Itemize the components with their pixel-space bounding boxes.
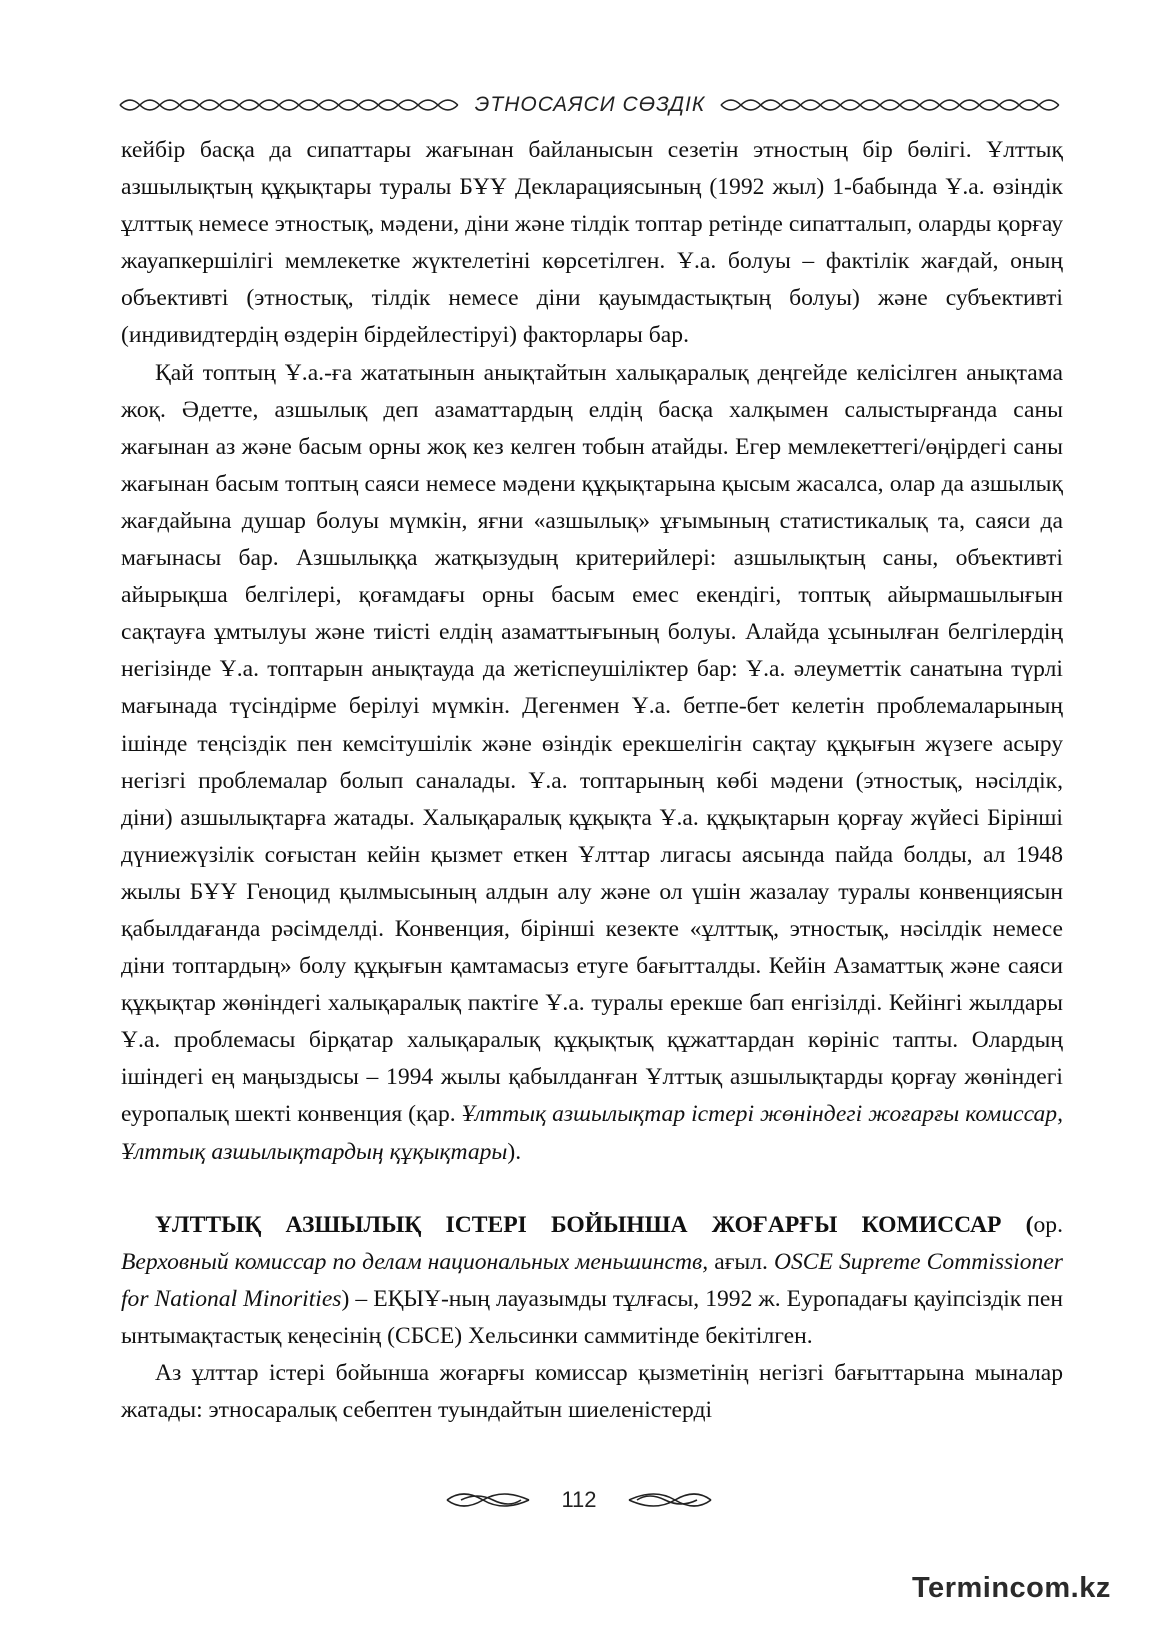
entry-definition: ) – ЕҚЫҰ-ның лауазымды тұлғасы, 1992 ж. Еуропадағы қауіпсіздік пен ынтымақтастық кеңесінің (СБСЕ) Хельсинки саммитінде бекітілген. <box>121 1285 1063 1349</box>
dictionary-entry <box>121 1207 1063 1355</box>
paragraph-continuation: кейбір басқа да сипаттары жағынан байланысын сезетін этностың бір бөлігі. Ұлттық азшылықтың құқықтары туралы БҰҰ Декларациясының (1992 жыл) 1-бабында Ұ.а. өзіндік ұлттық немесе этностық, мәдени, діни және тілдік топтар ретінде сипатталып, оларды қорғау жауапкершілігі мемлекетке жүктелетіні көрсетілген. Ұ.а. болуы – фактілік жағдай, оның объективті (этностық, тілдік немесе діни қауымдастықтың болуы) және субъективті (индивидтердің өздерін бірдейлестіруі) факторлары бар. <box>121 137 1063 349</box>
entry-russian-term: Верховный комиссар по делам национальных меньшинств, <box>121 1248 709 1275</box>
running-title: ЭТНОСАЯСИ СӨЗДІК <box>474 93 706 116</box>
entry-ru-label: ор. <box>1033 1211 1063 1238</box>
paragraph-main-end: ). <box>507 1138 522 1165</box>
cross-reference: Ұлттық азшылықтар істері жөніндегі жоғарғы комиссар, Ұлттық азшылықтардың құқықтары <box>121 1101 1063 1165</box>
entry-en-label: ағыл. <box>708 1248 774 1275</box>
entry-english-term: OSCE Supreme Commissioner for National Minorities <box>121 1248 1063 1312</box>
paragraph-main-text: Қай топтың Ұ.а.-ға жататынын анықтайтын халықаралық деңгейде келісілген анықтама жоқ. Әдетте, азшылық деп азаматтардың елдің басқа халқымен салыстырғанда саны жағынан аз және басым орны жоқ кез келген тобын атайды. Егер мемлекеттегі/өңірдегі саны жағынан басым топтың саяси немесе мәдени құқықтарына қысым жасалса, олар да азшылық жағдайына душар болуы мүмкін, яғни «азшылық» ұғымының статистикалық та, саяси да мағынасы бар. Азшылыққа жатқызудың критерийлері: азшылықтың саны, объективті айырықша белгілері, қоғамдағы орны басым емес екендігі, топтық айырмашылығын сақтауға ұмтылуы және тиісті елдің азаматтығының болуы. Алайда ұсынылған белгілердің негізінде Ұ.а. топтарын анықтауда да жетіспеушіліктер бар: Ұ.а. әлеуметтік санатына түрлі мағынада түсіндірме берілуі мүмкін. Дегенмен Ұ.а. бетпе-бет келетін проблемаларының ішінде теңсіздік пен кемсітушілік және өзіндік ерекшелігін сақтау құқығын жүзеге асыру негізгі проблемалар болып саналады. Ұ.а. топтарының көбі мәдени (этностық, нәсілдік, діни) азшылықтарға жатады. Халықаралық құқықта Ұ.а. құқықтарын қорғау жүйесі Бірінші дүниежүзілік соғыстан кейін қызмет еткен Ұлттар лигасы аясында пайда болды, ал 1948 жылы БҰҰ Геноцид қылмысының алдын алу және ол үшін жазалау туралы конвенциясын қабылдағанда рәсімделді. Конвенция, біріншi кезекте «ұлттық, этностық, нәсілдік немесе діни топтардың» болу құқығын қамтамасыз етуге бағытталды. Кейін Азаматтық және саяси құқықтар жөніндегі халықаралық пактіге Ұ.а. туралы ерекше бап енгізілді. Кейінгі жылдары Ұ.а. проблемасы бірқатар халықаралық құқықтық құжаттардан көрініс тапты. Олардың ішіндегі ең маңыздысы – 1994 жылы қабылданған Ұлттық азшылықтарды қорғау жөніндегі еуропалық шекті конвенция (қар. <box>121 359 1063 1128</box>
page-header <box>118 88 1062 122</box>
page-number: 112 <box>561 1487 597 1512</box>
header-ornament-right <box>719 93 1062 117</box>
paragraph-main <box>121 355 1063 1171</box>
header-ornament-left <box>118 93 461 117</box>
page-footer <box>0 1480 1158 1520</box>
page-body <box>121 132 1063 1429</box>
footer-ornament-right <box>625 1488 715 1512</box>
watermark-logo: Termincom.kz <box>912 1572 1111 1604</box>
footer-ornament-left <box>443 1488 533 1512</box>
paragraph-last: Аз ұлттар істері бойынша жоғарғы комиссар қызметінің негізгі бағыттарына мыналар жатады: этносаралық себептен туындайтын шиеленістерді <box>121 1360 1063 1424</box>
entry-headword: ҰЛТТЫҚ АЗШЫЛЫҚ ІСТЕРІ БОЙЫНША ЖОҒАРҒЫ КОМИССАР ( <box>155 1211 1034 1238</box>
